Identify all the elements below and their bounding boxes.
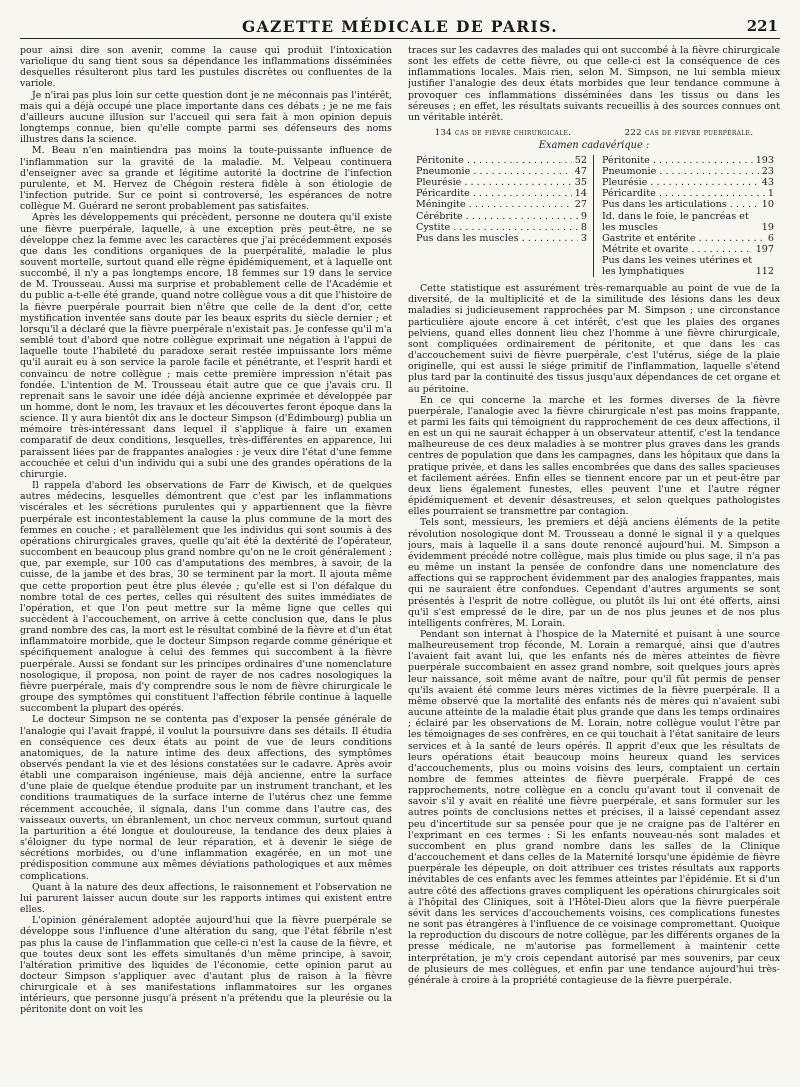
stats-value: 23: [759, 166, 774, 177]
stats-label: Pus dans les muscles . . .: [416, 233, 578, 244]
stats-label: Id. dans le foie, le pancréas et les muscles: [602, 210, 749, 233]
stats-label: Pus dans les veines utérines et les lymphatiques: [602, 254, 753, 278]
stats-row: [602, 233, 774, 244]
paragraph: pour ainsi dire son avenir, comme la cause qui produit l'intoxication variolique du sang tient sous sa dépendance les inflammations disséminées desquelles résulteront plus tard les pustules discrètes ou confluentes de la variole.: [20, 45, 392, 90]
stats-row: [416, 199, 587, 210]
stats-label: Péritonite . . .: [602, 155, 753, 166]
stats-value: 8: [578, 222, 587, 233]
left-column: [20, 45, 392, 1085]
stats-row: [602, 199, 774, 210]
stats-value: 9: [578, 211, 587, 222]
paragraph: Quant à la nature des deux affections, le raisonnement et l'observation ne lui parurent laisser aucun doute sur les rapports intimes qui existent entre elles.: [20, 881, 392, 916]
stats-value: 10: [759, 199, 774, 210]
running-header: [20, 16, 780, 39]
stats-value: 3: [578, 233, 587, 244]
stats-value: 197: [753, 244, 774, 255]
stats-heading-puerperal: 222 cas de fièvre puerpérale.: [624, 128, 754, 139]
stats-label: Méningite . . .: [416, 199, 572, 210]
stats-label: Pneumonie . . .: [602, 166, 759, 177]
stats-value: 193: [753, 155, 774, 166]
stats-label: Pleurésie . . .: [602, 177, 759, 188]
stats-row: [416, 233, 587, 244]
stats-label: Péricardite . . .: [416, 188, 572, 199]
paragraph: Pendant son internat à l'hospice de la Maternité et puisant à une source malheureusement trop féconde, M. Lorain a remarqué, ainsi que d'autres l'avaient fait avant lui, que les enfants nés de mères atteintes de fièvre puerpérale succombaient en assez grand nombre, soit quelques jours après leur naissance, soit même avant de naître, pour qu'il fût permis de penser qu'ils avaient été comme leurs mères victimes de la fièvre puerpérale. Il a même observé que la mortalité des enfants nés de mères qui n'avaient subi aucune atteinte de la maladie était plus grande que dans les temps ordinaires ; éclairé par les observations de M. Lorain, notre collègue voulut l'être par les témoignages de ses confrères, en ce qui touchait à l'état sanitaire de leurs services et à la santé de leurs opérés. Il apprit d'eux que les résultats de leurs opérations était beaucoup moins heureux quand les services d'accouchements, plus ou moins voisins des leurs, comptaient un certain nombre de femmes atteintes de fièvre puerpérale. Frappé de ces rapprochements, notre collègue en a conclu qu'avant tout il convenait de savoir s'il y avait en réalité une fièvre puerpérale, et sans formuler sur les autres points de conclusions nettes et précises, il a laissé cependant assez peu d'incertitude sur sa pensée pour que je ne craigne pas de l'altérer en l'exprimant en ces termes : Si les enfants nouveau-nés sont malades et succombent en plus grand nombre dans les salles de la Clinique d'accouchement et dans celles de la Maternité lorsqu'une épidémie de fièvre puerpérale les dépeuple, on doit attribuer ces tristes résultats aux rapports inévitables de ces enfants avec les femmes atteintes par l'épidémie. Et si d'un autre côté des affections graves compliquent les opérations chirurgicales soit à l'hôpital des Cliniques, soit à l'Hôtel-Dieu alors que la fièvre puerpérale sévit dans les services d'accouchements voisins, ces complications funestes ne sont pas étrangères à l'influence de ce voisinage compromettant. Quoique la reproduction du discours de notre collègue, par les différents organes de la presse médicale, ne m'autorise pas formellement à maintenir cette interprétation, je m'y crois cependant autorisé par mes souvenirs, par ceux de plusieurs de mes collègues, et enfin par une tendance aujourd'hui très-générale à croire à la propriété contagieuse de la fièvre puerpérale.: [408, 628, 780, 986]
stats-row: [602, 188, 774, 199]
stats-surgical-list: [408, 155, 594, 277]
stats-value: 27: [572, 199, 587, 210]
stats-value: 6: [765, 233, 774, 244]
stats-value: 112: [753, 266, 774, 277]
paragraph: Tels sont, messieurs, les premiers et déjà anciens éléments de la petite révolution nosologique dont M. Trousseau a donné le signal il y a quelques jours, mais à laquelle il a sans doute renoncé aujourd'hui. M. Simpson a évidemment précédé notre collègue, mais plus timide ou plus sage, il n'a pas eu même un instant la pensée de confondre dans une nomenclature des affections qui se rapprochent évidemment par des analogies frappantes, mais qui ne sauraient être confondues. Cependant d'autres arguments se sont présentés à l'esprit de notre collègue, ou plutôt ils lui ont été offerts, ainsi qu'il s'est empressé de le dire, par un de nos plus jeunes et de nos plus intelligents confrères, M. Lorain.: [408, 517, 780, 629]
stats-label: Métrite et ovarite . . .: [602, 244, 753, 255]
stats-label: Pus dans les articulations . . .: [602, 199, 759, 210]
stats-label: Pneumonie . . .: [416, 166, 572, 177]
stats-row: [416, 188, 587, 199]
autopsy-stats-table: [408, 155, 780, 277]
stats-row: [602, 177, 774, 188]
stats-row: [416, 211, 587, 222]
paragraph: Il rappela d'abord les observations de Farr de Kiwisch, et de quelques autres médecins, lesquelles démontrent que c'est par les inflammations viscérales et les sécrétions purulentes qui y appartiennent que la fièvre puerpérale est incontestablement la cause la plus commune de la mort des femmes en couche ; et parallèlement que les individus qui sont soumis à des opérations chirurgicales graves, quelle qu'ait été la dextérité de l'opérateur, succombent en beaucoup plus grand nombre qu'on ne le croit généralement ; que, par exemple, sur 100 cas d'amputations des membres, à savoir, de la cuisse, de la jambe et des bras, 30 se terminent par la mort. Il ajouta même que cette proportion peut être plus élevée ; qu'elle est si l'on défalque du nombre total de ces pertes, celles qui résultent des suites immédiates de l'opération, et que l'on peut mettre sur la même ligne que celles qui succèdent à l'accouchement, on arrive à cette conclusion que, dans le plus grand nombre des cas, la mort est le résultat combiné de la fièvre et d'un état inflammatoire morbide, que le docteur Simpson regarde comme générique et spécifiquement analogue à celui des femmes qui succombent à la fièvre puerpérale. Aussi se fondant sur les principes ordinaires d'une nomenclature nosologique, il proposa, non point de rayer de nos cadres nosologiques la fièvre puerpérale, mais d'y comprendre sous le nom de fièvre chirurgicale le groupe des symptômes qui constituent l'affection fébrile continue à laquelle succombent la plupart des opérés.: [20, 480, 392, 715]
stats-row: [602, 155, 774, 166]
stats-puerperal-list: [594, 155, 780, 277]
stats-label: Pleurésie . . .: [416, 177, 572, 188]
stats-value: 1: [765, 188, 774, 199]
stats-row: [416, 155, 587, 166]
stats-label: Cystite . . .: [416, 222, 578, 233]
stats-label: Péricardite . . .: [602, 188, 765, 199]
stats-row: [602, 166, 774, 177]
stats-row: [416, 177, 587, 188]
stats-row: [416, 166, 587, 177]
stats-subheading: Examen cadavérique :: [538, 140, 650, 152]
stats-value: 47: [572, 166, 587, 177]
right-column: [408, 45, 780, 1085]
stats-label: Péritonite . . .: [416, 155, 572, 166]
paragraph: M. Beau n'en maintiendra pas moins la toute-puissante influence de l'inflammation sur la gravité de la maladie. M. Velpeau continuera d'enseigner avec sa grande et légitime autorité la doctrine de l'infection purulente, et M. Hervez de Chégoin restera fidèle à son étiologie de l'infection putride. Sur ce point si controversé, les espérances de notre collègue M. Guérard ne seront probablement pas satisfaites.: [20, 145, 392, 213]
paragraph: Après les développements qui précèdent, personne ne doutera qu'il existe une fièvre puerpérale, laquelle, à une exception près peut-être, ne se développe chez la femme avec les caractères que j'ai précédemment exposés que dans les conditions organiques de la puerpéralité, maladie le plus souvent mortelle, surtout quand elle règne épidémiquement, et à laquelle ont succombé, il n'y a pas longtemps encore, 18 femmes sur 19 dans le service de M. Trousseau. Aussi ma surprise et probablement celle de l'Académie et du public a-t-elle été grande, quand notre collègue vous a dit que l'histoire de la fièvre puerpérale pourrait bien n'être que celle de la dent d'or, cette mystification inventée sans doute par les beaux esprits du siècle dernier ; et lorsqu'il a déclaré que la fièvre puerpérale n'existait pas. Je confesse qu'il m'a semblé tout d'abord que notre collègue exprimait une négation à l'appui de laquelle toute l'habileté du paradoxe serait restée impuissante lors même qu'il aurait eu à son service la parole facile et pénétrante, et l'esprit hardi et convaincu de notre collègue ; mais cette première impression n'était pas fondée. L'intention de M. Trousseau était autre que ce que j'avais cru. Il reprenait sans le savoir une idée déjà ancienne exprimée et développée par un homme, dont le nom, les travaux et les découvertes feront époque dans la science. Il y aura bientôt dix ans le docteur Simpson (d'Édimbourg) publia un mémoire très-intéressant dans lequel il s'applique à faire un examen comparatif de deux conditions, lesquelles, très-différentes en apparence, lui paraissent liées par de frappantes analogies : je veux dire l'état d'une femme accouchée et celui d'un individu qui a subi une des grandes opérations de la chirurgie.: [20, 212, 392, 480]
stats-label: Cérébrite . . .: [416, 211, 578, 222]
paragraph: L'opinion généralement adoptée aujourd'hui que la fièvre puerpérale se développe sous l'influence d'une altération du sang, que l'état fébrile n'est pas plus la cause de l'inflammation que celle-ci n'est la cause de la fièvre, et que toutes deux sont les effets simultanés d'un même principe, à savoir, l'altération primitive des liquides de l'économie, cette opinion parut au docteur Simpson s'appliquer avec d'autant plus de raison à la fièvre chirurgicale et à ses manifestations inflammatoires sur les organes intérieurs, que personne jusqu'à présent n'a prétendu que la pleurésie ou la péritonite dont on voit les: [20, 915, 392, 1016]
stats-value: 52: [572, 155, 587, 166]
stats-value: 43: [759, 177, 774, 188]
stats-row: [602, 211, 774, 233]
paragraph: traces sur les cadavres des malades qui ont succombé à la fièvre chirurgicale sont les effets de cette fièvre, ou que celle-ci est la conséquence de ces inflammations locales. Mais rien, selon M. Simpson, ne lui sembla mieux justifier l'analogie des deux états morbides que leur tendance commune à provoquer ces inflammations disséminées dans les tissus ou dans les séreuses ; en effet, les résultats suivants recueillis à des sources connues ont un véritable intérêt.: [408, 45, 780, 123]
stats-row: [602, 255, 774, 277]
stats-value: 14: [572, 188, 587, 199]
two-column-body: [20, 45, 780, 1085]
paragraph: Je n'irai pas plus loin sur cette question dont je ne méconnais pas l'intérêt, mais qui a déjà occupé une place importante dans ces débats ; je ne me fais d'ailleurs aucune illusion sur l'accueil qui sera fait à mon opinion depuis longtemps connue, bien qu'elle compte parmi ses défenseurs des noms illustres dans la science.: [20, 89, 392, 146]
stats-row: [416, 222, 587, 233]
stats-heading-surgical: 134 cas de fièvre chirurgicale.: [434, 128, 572, 139]
stats-row: [602, 244, 774, 255]
stats-headings: [408, 128, 780, 138]
stats-value: 19: [759, 222, 774, 233]
paragraph: Le docteur Simpson ne se contenta pas d'exposer la pensée générale de l'analogie qui l'avait frappé, il voulut la poursuivre dans ses détails. Il étudia en conséquence ces deux états au point de vue de leurs conditions anatomiques, de la nature intime des deux affections, des symptômes observés pendant la vie et des lésions constatées sur le cadavre. Après avoir établi une comparaison ingénieuse, mais déjà ancienne, entre la surface d'une plaie de quelque étendue produite par un instrument tranchant, et les conditions traumatiques de la surface interne de l'utérus chez une femme récemment accouchée, il signala, dans l'un comme dans l'autre cas, des vaisseaux ouverts, un ébranlement, un choc nerveux commun, surtout quand la parturition a été longue et douloureuse, la tendance des deux plaies à s'éloigner du type normal de leur réparation, et à devenir le siége de sécrétions morbides, ou d'une inflammation exagérée, en un mot une prédisposition commune aux mêmes déviations pathologiques et aux mêmes complications.: [20, 714, 392, 882]
stats-label: Gastrite et entérite . . .: [602, 233, 765, 244]
stats-value: 35: [572, 177, 587, 188]
paragraph: En ce qui concerne la marche et les formes diverses de la fièvre puerpérale, l'analogie avec la fièvre chirurgicale n'est pas moins frappante, et parmi les faits qui témoignent du rapprochement de ces deux affections, il en est un qui ne saurait échapper à un observateur attentif, c'est la tendance malheureuse de ces deux maladies à se montrer plus graves dans les grands centres de population que dans les campagnes, dans les hôpitaux que dans la pratique privée, et dans les salles encombrées que dans des salles spacieuses et facilement aérées. Enfin elles se tiennent encore par un et peut-être par deux liens également funestes, elles peuvent l'une et l'autre régner épidémiquement et devenir désastreuses, et selon quelques pathologistes elles pourraient se transmettre par contagion.: [408, 394, 780, 518]
paragraph: Cette statistique est assurément très-remarquable au point de vue de la diversité, de la multiplicité et de la similitude des lésions dans les deux maladies si judicieusement rapprochées par M. Simpson ; une circonstance particulière ajoute encore à cet intérêt, c'est que les plaies des organes pelviens, quand elles donnent lieu chez l'homme à une fièvre chirurgicale, sont compliquées ordinairement de péritonite, et que dans les cas d'accouchement suivi de fièvre puerpérale, c'est l'utérus, siége de la plaie originelle, qui est aussi le siége primitif de l'inflammation, laquelle s'étend plus tard par la continuité des tissus jusqu'aux dépendances de cet organe et au péritoine.: [408, 283, 780, 395]
journal-title: GAZETTE MÉDICALE DE PARIS.: [241, 17, 559, 36]
page-number: 221: [746, 17, 778, 35]
